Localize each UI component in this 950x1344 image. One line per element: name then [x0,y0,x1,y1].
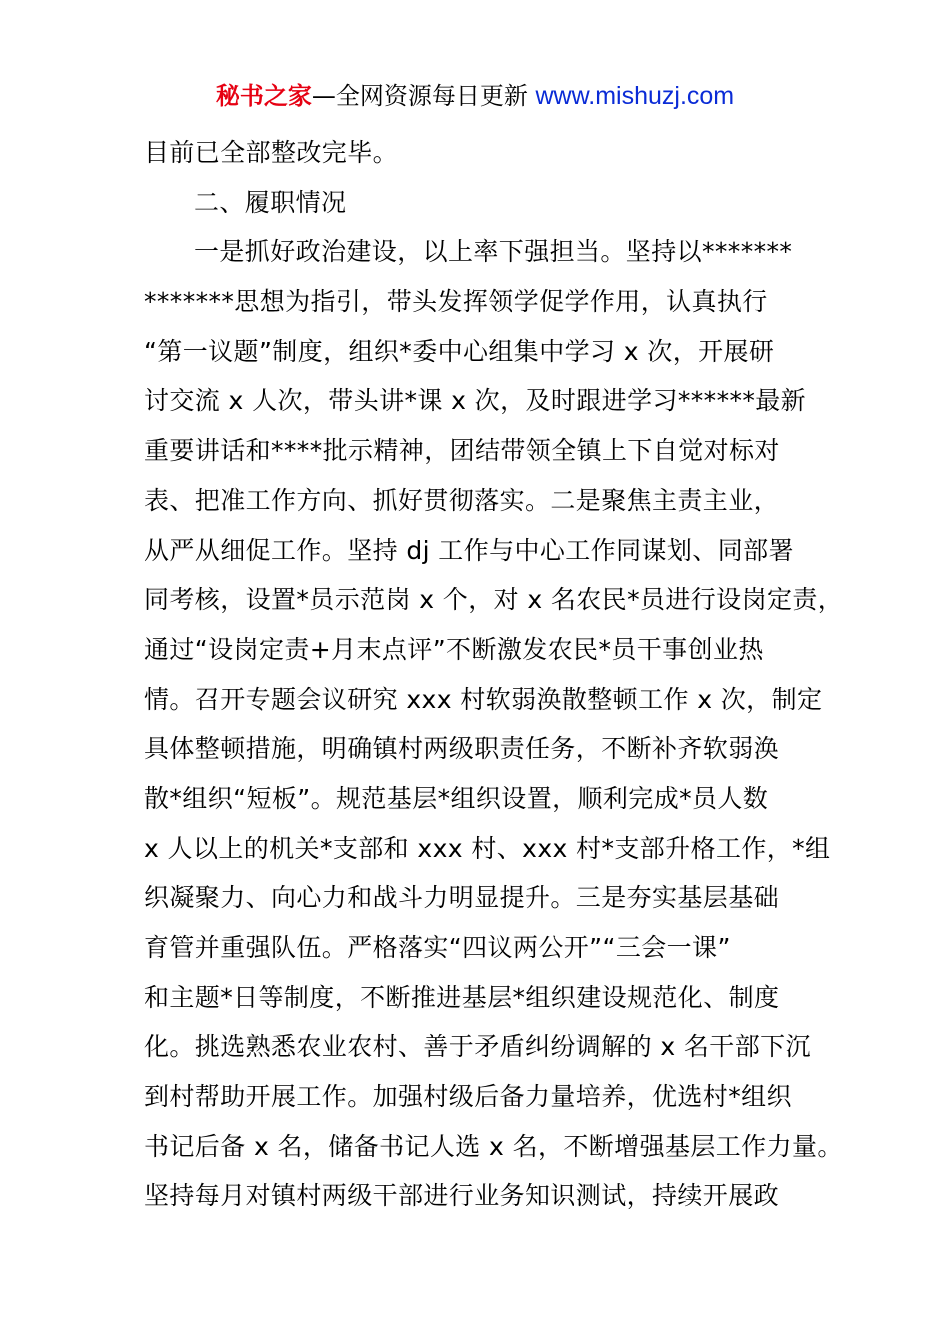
text-line: 从严从细促工作。坚持 dj 工作与中心工作同谋划、同部署 [144,535,794,565]
text-line: 通过“设岗定责+月末点评”不断激发农民*员干事创业热 [144,634,764,664]
text-line: “第一议题”制度，组织*委中心组集中学习 x 次，开展研 [144,336,775,366]
site-header [0,80,950,112]
text-line: 织凝聚力、向心力和战斗力明显提升。三是夯实基层基础 [144,883,780,913]
section-heading: 二、履职情况 [194,187,347,217]
text-line: *******思想为指引，带头发挥领学促学作用，认真执行 [144,287,768,317]
site-brand: 秘书之家 [215,82,312,110]
text-line: 书记后备 x 名，储备书记人选 x 名，不断增强基层工作力量。 [144,1131,843,1161]
text-line: 坚持每月对镇村两级干部进行业务知识测试，持续开展政 [144,1181,780,1211]
text-line: 和主题*日等制度，不断推进基层*组织建设规范化、制度 [144,982,780,1012]
site-url-link[interactable]: www.mishuzj.com [535,82,735,110]
text-line: 目前已全部整改完毕。 [144,138,399,167]
document-body [144,128,844,1221]
text-line: 重要讲话和****批示精神，团结带领全镇上下自觉对标对 [144,436,780,466]
text-line: 同考核，设置*员示范岗 x 个，对 x 名农民*员进行设岗定责， [144,585,844,615]
text-line: 到村帮助开展工作。加强村级后备力量培养，优选村*组织 [144,1082,792,1112]
text-line: 具体整顿措施，明确镇村两级职责任务，不断补齐软弱涣 [144,734,780,764]
text-line: 育管并重强队伍。严格落实“四议两公开”“三会一课” [144,933,731,962]
text-line: 讨交流 x 人次，带头讲*课 x 次，及时跟进学习******最新 [144,386,807,416]
text-line: 情。召开专题会议研究 xxx 村软弱涣散整顿工作 x 次，制定 [144,684,823,714]
text-line: x 人以上的机关*支部和 xxx 村、xxx 村*支部升格工作，*组 [144,833,831,863]
text-line: 表、把准工作方向、抓好贯彻落实。二是聚焦主责主业， [144,485,780,515]
text-line: 散*组织“短板”。规范基层*组织设置，顺利完成*员人数 [144,783,769,813]
text-line: 化。挑选熟悉农业农村、善于矛盾纠纷调解的 x 名干部下沉 [144,1032,811,1062]
text-line: 一是抓好政治建设，以上率下强担当。坚持以******* [194,237,793,267]
site-tagline: —全网资源每日更新 [311,82,528,110]
